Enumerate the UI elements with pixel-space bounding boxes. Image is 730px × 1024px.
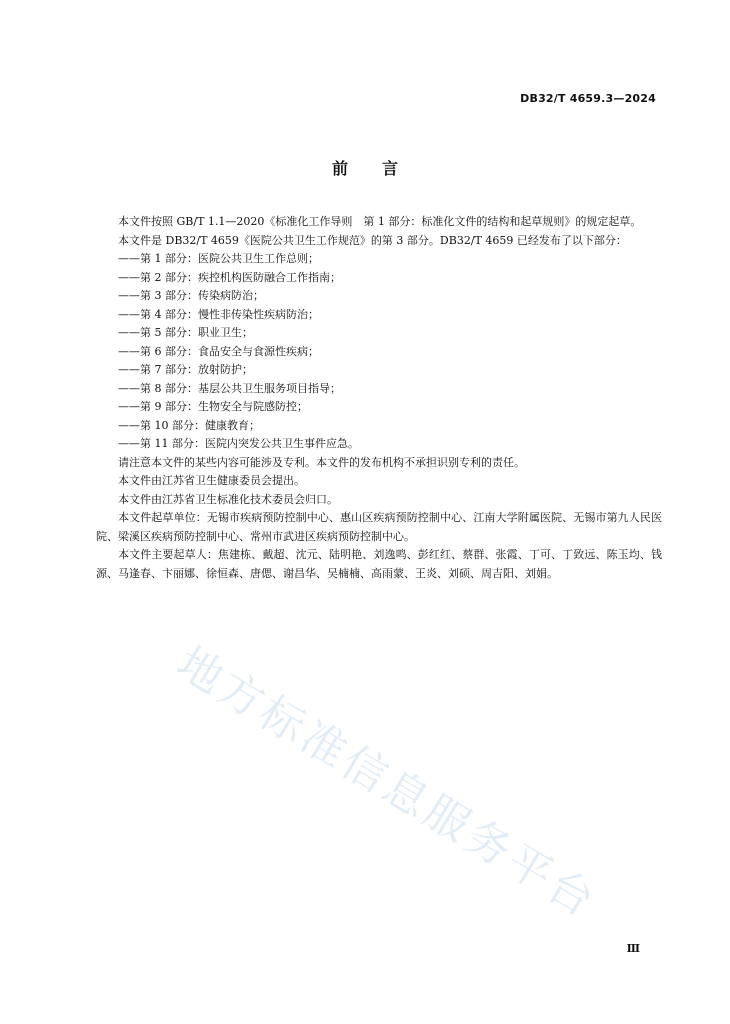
- paragraph-drafting-units: 本文件起草单位：无锡市疾病预防控制中心、惠山区疾病预防控制中心、江南大学附属医院、无锡市第九人民医院、梁溪区疾病预防控制中心、常州市武进区疾病预防控制中心。: [96, 511, 662, 543]
- list-item: ——第 8 部分：基层公共卫生服务项目指导；: [118, 381, 341, 395]
- list-item: ——第 10 部分：健康教育；: [118, 418, 260, 432]
- list-item: ——第 4 部分：慢性非传染性疾病防治；: [118, 307, 319, 321]
- paragraph-drafting-rules: 本文件按照 GB/T 1.1—2020《标准化工作导则 第 1 部分：标准化文件的结构和起草规则》的规定起草。: [118, 215, 642, 228]
- watermark-text: 地方标准信息服务平台: [168, 637, 606, 929]
- document-body: [96, 213, 662, 583]
- paragraph-proposed-by: 本文件由江苏省卫生健康委员会提出。: [118, 474, 305, 487]
- list-item: ——第 5 部分：职业卫生；: [118, 326, 253, 339]
- page-number: Ⅲ: [626, 942, 640, 955]
- list-item: ——第 6 部分：食品安全与食源性疾病；: [118, 344, 319, 358]
- page-title: 前言: [331, 159, 432, 178]
- list-item: ——第 2 部分：疾控机构医防融合工作指南；: [118, 270, 341, 284]
- list-item: ——第 3 部分：传染病防治；: [118, 289, 264, 302]
- paragraph-patent-notice: 请注意本文件的某些内容可能涉及专利。本文件的发布机构不承担识别专利的责任。: [118, 455, 525, 469]
- parts-list: [96, 250, 662, 454]
- paragraph-managed-by: 本文件由江苏省卫生标准化技术委员会归口。: [118, 492, 338, 506]
- list-item: ——第 11 部分：医院内突发公共卫生事件应急。: [118, 437, 359, 450]
- list-item: ——第 1 部分：医院公共卫生工作总则；: [118, 252, 319, 265]
- list-item: ——第 7 部分：放射防护；: [118, 363, 253, 376]
- paragraph-series-intro: 本文件是 DB32/T 4659《医院公共卫生工作规范》的第 3 部分。DB32/T 4659 已经发布了以下部分：: [118, 233, 627, 247]
- paragraph-drafters: 本文件主要起草人：焦建栋、戴超、沈元、陆明艳、刘逸鸣、彭红红、蔡群、张霞、丁可、丁致远、陈玉均、钱源、马逢春、卞丽娜、徐恒森、唐偲、谢昌华、吴楠楠、高雨蒙、王炎、刘硕、周吉阳、刘娟。: [96, 548, 662, 580]
- document-code: DB32/T 4659.3—2024: [520, 92, 656, 105]
- list-item: ——第 9 部分：生物安全与院感防控；: [118, 400, 308, 413]
